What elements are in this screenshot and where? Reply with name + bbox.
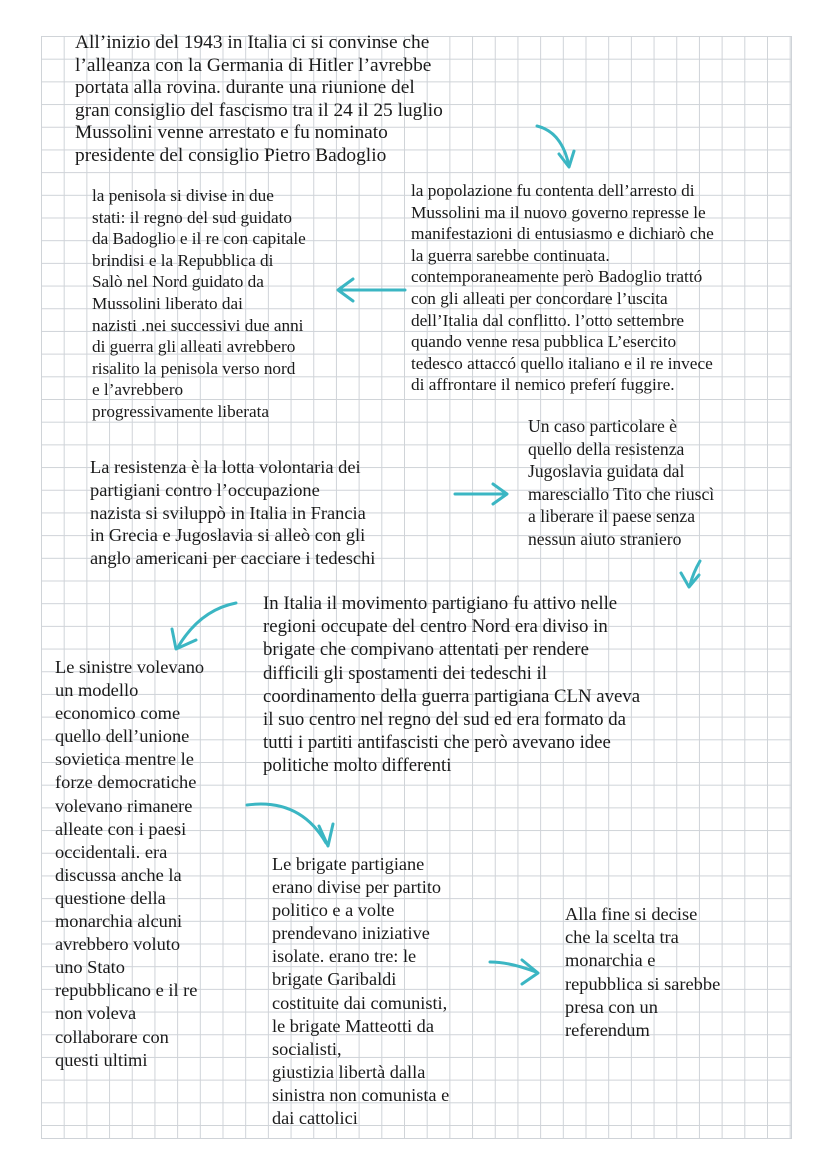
note-line: All’inizio del 1943 in Italia ci si convinse che: [75, 32, 430, 53]
note-line: nazista si sviluppò in Italia in Francia: [90, 502, 366, 523]
note-line: portata alla rovina. durante una riunione del: [75, 77, 415, 99]
note-line: politico e a volte: [272, 900, 395, 921]
note-line: dell’Italia dal conflitto. l’otto settembre: [411, 310, 685, 330]
note-line: quando venne resa pubblica L’esercito: [411, 332, 677, 352]
note-line: La resistenza è la lotta volontaria dei: [90, 457, 361, 477]
note-line: volevano rimanere: [55, 795, 193, 816]
note-line: Mussolini venne arrestato e fu nominato: [75, 122, 388, 144]
note-line: brigate che compivano attentati per rendere: [263, 639, 589, 661]
note-line: monarchia alcuni: [55, 911, 183, 932]
note-line: regioni occupate del centro Nord era diviso in: [263, 616, 608, 638]
note-line: alleate con i paesi: [55, 818, 187, 839]
note-line: stati: il regno del sud guidato: [92, 207, 293, 227]
note-line: Mussolini ma il nuovo governo represse le: [411, 202, 706, 222]
note-line: contemporaneamente però Badoglio trattó: [411, 267, 703, 287]
note-line: progressivamente liberata: [92, 401, 270, 421]
note-line: erano divise per partito: [272, 877, 442, 898]
note-line: di guerra gli alleati avrebbero: [92, 337, 296, 357]
note-line: che la scelta tra: [565, 927, 679, 948]
note-line: gran consiglio del fascismo tra il 24 il 25 luglio: [75, 99, 443, 121]
note-line: sinistra non comunista e: [272, 1084, 450, 1105]
note-line: anglo americani per cacciare i tedeschi: [90, 548, 376, 569]
note-line: economico come: [55, 703, 181, 724]
note-line: Le brigate partigiane: [272, 854, 425, 874]
note-brigades: [272, 853, 449, 1130]
note-line: collaborare con: [55, 1026, 169, 1047]
note-line: uno Stato: [55, 957, 125, 978]
note-line: avrebbero voluto: [55, 934, 181, 955]
note-line: referendum: [565, 1020, 650, 1041]
note-line: la penisola si divise in due: [92, 186, 274, 205]
note-line: coordinamento della guerra partigiana CLN aveva: [263, 685, 641, 707]
note-line: repubblicano e il re: [55, 980, 198, 1001]
note-line: questione della: [55, 887, 166, 908]
note-line: monarchia e: [565, 950, 656, 971]
note-line: quello della resistenza: [528, 438, 685, 459]
note-line: tedesco attaccó quello italiano e il re invece: [411, 353, 713, 373]
note-line: presa con un: [565, 996, 658, 1017]
note-line: di affrontare il nemico preferí fuggire.: [411, 375, 675, 395]
note-line: Le sinistre volevano: [55, 657, 205, 677]
note-line: un modello: [55, 680, 139, 701]
note-line: Jugoslavia guidata dal: [528, 461, 685, 482]
note-line: la popolazione fu contenta dell’arresto di: [411, 181, 695, 200]
note-resistance: [90, 456, 375, 570]
note-line: isolate. erano tre: le: [272, 946, 417, 967]
note-line: maresciallo Tito che riuscì: [528, 483, 715, 504]
note-line: partigiani contro l’occupazione: [90, 479, 320, 500]
note-line: il suo centro nel regno del sud ed era formato da: [263, 709, 626, 731]
note-line: l’alleanza con la Germania di Hitler l’avrebbe: [75, 54, 432, 76]
note-yugoslavia: [528, 415, 714, 551]
note-line: e l’avrebbero: [92, 380, 184, 400]
note-line: discussa anche la: [55, 864, 182, 885]
note-population: [411, 180, 714, 396]
note-line: questi ultimi: [55, 1049, 148, 1070]
note-line: socialisti,: [272, 1038, 342, 1059]
note-line: politiche molto differenti: [263, 755, 452, 777]
note-line: quello dell’unione: [55, 726, 190, 747]
note-line: manifestazioni di entusiasmo e dichiarò che: [411, 224, 714, 244]
note-line: da Badoglio e il re con capitale: [92, 229, 306, 249]
note-left-vs-democrats: [55, 656, 204, 1072]
note-line: Mussolini liberato dai: [92, 293, 243, 313]
note-line: la guerra sarebbe continuata.: [411, 245, 610, 265]
note-line: Un caso particolare è: [528, 416, 677, 436]
note-line: repubblica si sarebbe: [565, 973, 721, 994]
note-line: prendevano iniziative: [272, 923, 430, 944]
note-line: a liberare il paese senza: [528, 506, 696, 527]
note-partisans: [263, 592, 640, 778]
note-referendum: [565, 903, 720, 1042]
note-line: le brigate Matteotti da: [272, 1015, 434, 1036]
note-line: nessun aiuto straniero: [528, 528, 682, 549]
note-line: costituite dai comunisti,: [272, 992, 448, 1013]
note-line: sovietica mentre le: [55, 749, 194, 770]
note-line: forze democratiche: [55, 772, 197, 793]
note-line: con gli alleati per concordare l’uscita: [411, 288, 668, 308]
note-line: risalito la penisola verso nord: [92, 358, 296, 378]
note-line: non voleva: [55, 1003, 137, 1024]
note-line: nazisti .nei successivi due anni: [92, 315, 304, 335]
note-division: [92, 185, 306, 423]
note-line: Alla fine si decise: [565, 904, 698, 924]
note-line: in Grecia e Jugoslavia si alleò con gli: [90, 525, 366, 546]
note-line: brindisi e la Repubblica di: [92, 250, 274, 270]
note-line: giustizia libertà dalla: [272, 1061, 426, 1082]
note-line: dai cattolici: [272, 1108, 358, 1129]
note-line: tutti i partiti antifascisti che però avevano idee: [263, 732, 611, 754]
note-line: difficili gli spostamenti dei tedeschi il: [263, 662, 547, 684]
note-line: brigate Garibaldi: [272, 969, 397, 990]
note-intro: [75, 32, 443, 168]
note-line: Salò nel Nord guidato da: [92, 272, 264, 292]
note-line: occidentali. era: [55, 841, 168, 862]
note-line: In Italia il movimento partigiano fu attivo nelle: [263, 593, 618, 614]
note-line: presidente del consiglio Pietro Badoglio: [75, 144, 387, 166]
